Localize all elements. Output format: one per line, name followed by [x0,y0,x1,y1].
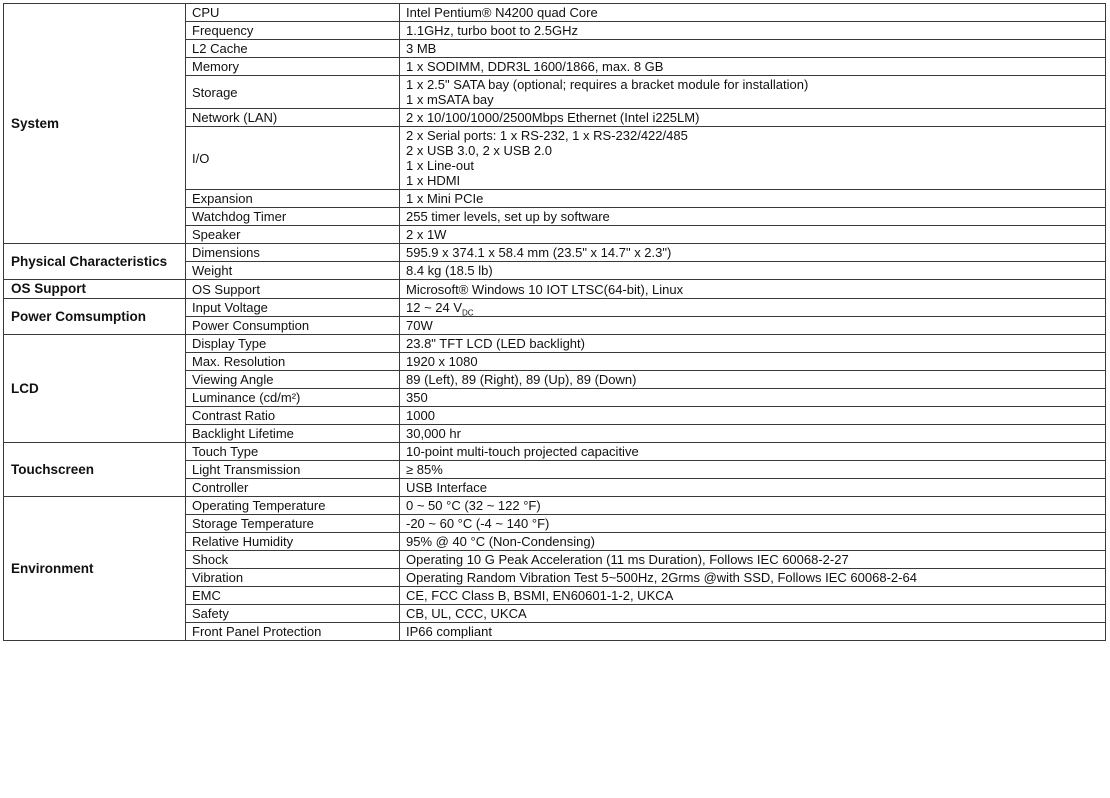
spec-label: Light Transmission [186,461,400,479]
spec-label: Controller [186,479,400,497]
spec-label: Safety [186,605,400,623]
spec-value-line [406,318,1105,333]
spec-value-line [406,245,1105,260]
spec-value-text: 1 x SODIMM, DDR3L 1600/1866, max. 8 GB [406,59,664,74]
spec-value-line [406,462,1105,477]
spec-label: Relative Humidity [186,533,400,551]
spec-value [400,262,1106,280]
spec-label: Display Type [186,335,400,353]
spec-value-line [406,390,1105,405]
spec-value-text: 1920 x 1080 [406,354,478,369]
spec-value [400,317,1106,335]
spec-value [400,58,1106,76]
spec-label: Power Consumption [186,317,400,335]
spec-value [400,353,1106,371]
group-label: Power Comsumption [4,299,186,335]
spec-value-text: 3 MB [406,41,437,56]
spec-value [400,190,1106,208]
spec-value [400,371,1106,389]
spec-value-line [406,110,1105,125]
spec-value-text: 595.9 x 374.1 x 58.4 mm (23.5" x 14.7" x 2.3") [406,245,672,260]
spec-value-line [406,143,1105,158]
spec-value-line [406,23,1105,38]
spec-label: L2 Cache [186,40,400,58]
spec-value-text: 2 x Serial ports: 1 x RS-232, 1 x RS-232/422/485 [406,128,688,143]
spec-label: Dimensions [186,244,400,262]
spec-value-text: 10-point multi-touch projected capacitive [406,444,639,459]
spec-value [400,623,1106,641]
spec-value [400,605,1106,623]
spec-label: Operating Temperature [186,497,400,515]
spec-value-line [406,552,1105,567]
group-label: System [4,4,186,244]
spec-value [400,443,1106,461]
spec-value-line [406,354,1105,369]
spec-value-text: 350 [406,390,428,405]
spec-label: I/O [186,127,400,190]
spec-label: Vibration [186,569,400,587]
spec-value-line [406,444,1105,459]
spec-value [400,226,1106,244]
spec-value [400,299,1106,317]
spec-value-line [406,300,1105,315]
spec-value-text: 2 x USB 3.0, 2 x USB 2.0 [406,143,552,158]
spec-value-text: 23.8" TFT LCD (LED backlight) [406,336,585,351]
spec-value-line [406,570,1105,585]
spec-value [400,244,1106,262]
spec-value-line [406,606,1105,621]
spec-value-line [406,191,1105,206]
spec-value [400,569,1106,587]
spec-value-text: Microsoft® Windows 10 IOT LTSC(64-bit), Linux [406,281,684,297]
spec-value [400,551,1106,569]
spec-value-text: 1 x mSATA bay [406,92,494,107]
spec-value-text: 8.4 kg (18.5 lb) [406,263,493,278]
spec-table [3,3,1106,641]
spec-row [4,497,1106,515]
spec-row [4,280,1106,299]
spec-value-text: 2 x 1W [406,227,447,242]
spec-value-text: 1.1GHz, turbo boot to 2.5GHz [406,23,578,38]
spec-value-line [406,263,1105,278]
spec-row [4,335,1106,353]
spec-value [400,208,1106,226]
spec-label: Weight [186,262,400,280]
spec-label: Watchdog Timer [186,208,400,226]
spec-label: Front Panel Protection [186,623,400,641]
spec-value-line [406,426,1105,441]
spec-value-text: Operating Random Vibration Test 5~500Hz, 2Grms @with SSD, Follows IEC 60068-2-64 [406,570,917,585]
spec-label: Expansion [186,190,400,208]
spec-value-line [406,624,1105,639]
spec-table-body [4,4,1106,641]
spec-value [400,407,1106,425]
group-label: OS Support [4,280,186,299]
spec-value-line [406,534,1105,549]
spec-value [400,127,1106,190]
spec-value-text: 1 x HDMI [406,173,461,188]
spec-row [4,244,1106,262]
spec-value-text: Operating 10 G Peak Acceleration (11 ms Duration), Follows IEC 60068-2-27 [406,552,849,567]
spec-value [400,425,1106,443]
spec-value-line [406,158,1105,173]
spec-label: Frequency [186,22,400,40]
spec-label: Network (LAN) [186,109,400,127]
spec-label: Speaker [186,226,400,244]
spec-label: Memory [186,58,400,76]
spec-value-text: 1 x Mini PCIe [406,191,484,206]
spec-row [4,443,1106,461]
spec-value-line [406,282,1105,297]
spec-row [4,4,1106,22]
spec-value [400,4,1106,22]
spec-value-text: 2 x 10/100/1000/2500Mbps Ethernet (Intel i225LM) [406,110,700,125]
spec-value-text: 1 x 2.5" SATA bay (optional; requires a bracket module for installation) [406,77,809,92]
spec-value-text: 12 ~ 24 V [406,300,463,315]
spec-label: Backlight Lifetime [186,425,400,443]
spec-value-line [406,498,1105,513]
spec-value-line [406,5,1105,20]
spec-value-line [406,209,1105,224]
spec-value-line [406,128,1105,143]
spec-value-subscript: DC [462,308,474,317]
spec-value [400,497,1106,515]
spec-value-line [406,227,1105,242]
spec-label: CPU [186,4,400,22]
spec-value-line [406,77,1105,92]
spec-value-line [406,336,1105,351]
spec-value-text: 30,000 hr [406,426,461,441]
spec-value [400,533,1106,551]
spec-value-text: CE, FCC Class B, BSMI, EN60601-1-2, UKCA [406,588,674,603]
spec-label: Luminance (cd/m²) [186,389,400,407]
spec-value-text: ≥ 85% [406,462,443,477]
spec-row [4,299,1106,317]
spec-value [400,515,1106,533]
spec-value [400,76,1106,109]
spec-value [400,479,1106,497]
spec-label: Storage Temperature [186,515,400,533]
spec-value-line [406,408,1105,423]
spec-value [400,335,1106,353]
spec-value-line [406,92,1105,107]
spec-value-text: CB, UL, CCC, UKCA [406,606,527,621]
spec-value [400,40,1106,58]
spec-label: Max. Resolution [186,353,400,371]
spec-value-line [406,588,1105,603]
spec-value-text: 255 timer levels, set up by software [406,209,610,224]
spec-label: Contrast Ratio [186,407,400,425]
spec-value-line [406,173,1105,188]
spec-value-text: -20 ~ 60 °C (-4 ~ 140 °F) [406,516,550,531]
spec-value-text: Intel Pentium® N4200 quad Core [406,5,598,20]
spec-value-text: IP66 compliant [406,624,492,639]
spec-label: Shock [186,551,400,569]
spec-value [400,389,1106,407]
group-label: Touchscreen [4,443,186,497]
spec-label: Touch Type [186,443,400,461]
spec-value [400,280,1106,299]
spec-value-text: USB Interface [406,480,487,495]
spec-label: EMC [186,587,400,605]
spec-value-text: 89 (Left), 89 (Right), 89 (Up), 89 (Down) [406,372,637,387]
spec-value-text: 1 x Line-out [406,158,474,173]
spec-value-line [406,59,1105,74]
group-label: Physical Characteristics [4,244,186,280]
spec-value [400,109,1106,127]
spec-label: Input Voltage [186,299,400,317]
spec-value-text: 95% @ 40 °C (Non-Condensing) [406,534,595,549]
group-label: Environment [4,497,186,641]
spec-label: Storage [186,76,400,109]
spec-value-line [406,41,1105,56]
spec-value-line [406,480,1105,495]
spec-value [400,22,1106,40]
spec-value-line [406,516,1105,531]
spec-value [400,461,1106,479]
spec-value-text: 1000 [406,408,435,423]
spec-label: Viewing Angle [186,371,400,389]
spec-value-line [406,372,1105,387]
group-label: LCD [4,335,186,443]
spec-value-text: 70W [406,318,433,333]
spec-label: OS Support [186,280,400,299]
spec-value [400,587,1106,605]
spec-value-text: 0 ~ 50 °C (32 ~ 122 °F) [406,498,541,513]
